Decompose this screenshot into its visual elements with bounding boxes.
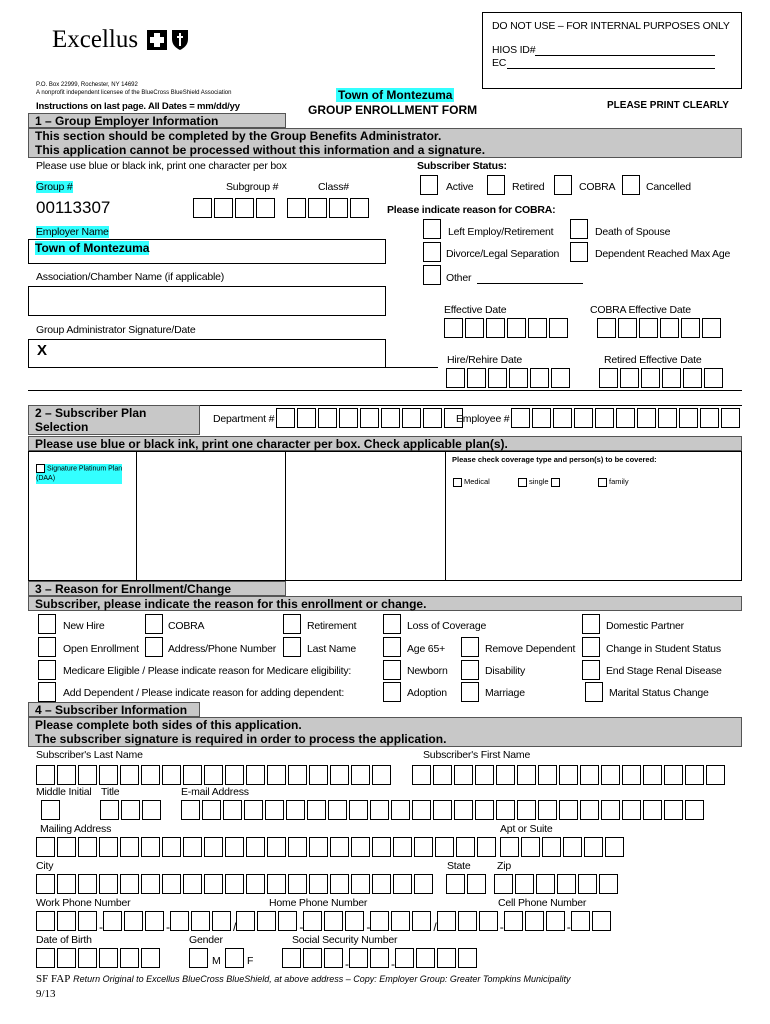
subgroup-label: Subgroup # (226, 181, 279, 193)
zip-label: Zip (497, 860, 511, 872)
reason-medicare-checkbox[interactable] (38, 660, 56, 680)
reason-disability-checkbox[interactable] (461, 660, 479, 680)
section1-title-box (28, 113, 286, 128)
coverage-family-label: family (609, 477, 629, 486)
effective-date-boxes[interactable] (444, 318, 570, 338)
association-field[interactable] (28, 286, 386, 316)
section3-bar (28, 596, 742, 611)
title-boxes[interactable] (100, 800, 163, 820)
reason-loss-coverage-label: Loss of Coverage (407, 620, 487, 632)
subgroup-boxes[interactable] (193, 198, 277, 218)
cobra-other-line (477, 283, 583, 284)
dob-label: Date of Birth (36, 934, 92, 946)
logo-text: Excellus (52, 26, 139, 53)
reason-student-status-checkbox[interactable] (582, 637, 600, 657)
reason-new-hire-checkbox[interactable] (38, 614, 56, 634)
signature-label: Group Administrator Signature/Date (36, 324, 196, 336)
reason-newborn-label: Newborn (407, 665, 448, 677)
status-cancelled-checkbox[interactable] (622, 175, 640, 195)
section1-bar (28, 128, 742, 158)
first-name-label: Subscriber's First Name (423, 749, 531, 761)
state-label: State (447, 860, 471, 872)
email-boxes[interactable] (181, 800, 706, 820)
mailing-address-label: Mailing Address (40, 823, 112, 835)
reason-medicare-label: Medicare Eligible / Please indicate reason for Medicare eligibility: (63, 665, 352, 677)
plan-name-line1: Signature Platinum Plan (47, 465, 123, 473)
reason-student-status-label: Change in Student Status (606, 643, 721, 655)
gender-f-label: F (247, 955, 254, 967)
section3-title-box (28, 581, 286, 596)
reason-retirement-label: Retirement (307, 620, 357, 632)
reason-marriage-label: Marriage (485, 687, 525, 699)
footer-note (36, 973, 571, 985)
coverage-single-label: single (529, 477, 549, 486)
group-value[interactable]: 00113307 (36, 198, 111, 217)
cobra-left-employ-label: Left Employ/Retirement (448, 226, 554, 238)
employee-label: Employee # (456, 413, 510, 425)
reason-last-name-label: Last Name (307, 643, 356, 655)
reason-esrd-checkbox[interactable] (582, 660, 600, 680)
phone-rows[interactable]: - - / - - / - - (36, 911, 742, 933)
bluecross-icon (147, 30, 167, 55)
cobra-other-label: Other (446, 272, 472, 284)
reason-add-dependent-label: Add Dependent / Please indicate reason for adding dependent: (63, 687, 345, 699)
section4-bar-line1: Please complete both sides of this application. (35, 718, 302, 732)
status-active-label: Active (446, 181, 474, 193)
reason-age65-checkbox[interactable] (383, 637, 401, 657)
reason-cobra-label: COBRA (168, 620, 205, 632)
class-label: Class# (318, 181, 349, 193)
city-label: City (36, 860, 54, 872)
status-cobra-checkbox[interactable] (554, 175, 572, 195)
town-name: Town of Montezuma (338, 88, 453, 102)
reason-newborn-checkbox[interactable] (383, 660, 401, 680)
form-title: GROUP ENROLLMENT FORM (308, 103, 478, 117)
reason-disability-label: Disability (485, 665, 526, 677)
association-label: Association/Chamber Name (if applicable) (36, 271, 225, 283)
reason-address-phone-checkbox[interactable] (145, 637, 163, 657)
retired-date-label: Retired Effective Date (604, 354, 702, 366)
work-phone-label: Work Phone Number (36, 897, 131, 909)
dob-boxes[interactable] (36, 948, 162, 968)
signature-field[interactable] (28, 339, 386, 368)
reason-address-phone-label: Address/Phone Number (168, 643, 277, 655)
hire-date-label: Hire/Rehire Date (447, 354, 522, 366)
reason-age65-label: Age 65+ (407, 643, 446, 655)
cobra-reason-label: Please indicate reason for COBRA: (387, 204, 556, 216)
cobra-max-age-checkbox[interactable] (570, 242, 588, 262)
gender-label: Gender (189, 934, 223, 946)
blueshield-icon (171, 29, 189, 56)
employer-label: Employer Name (36, 226, 109, 238)
employer-field[interactable] (28, 239, 386, 264)
group-label: Group # (36, 181, 73, 193)
reason-last-name-checkbox[interactable] (283, 637, 301, 657)
ec-line (507, 68, 715, 69)
print-clearly: PLEASE PRINT CLEARLY (607, 100, 729, 111)
section4-title: 4 – Subscriber Information (35, 703, 188, 717)
gender-m-box[interactable] (189, 948, 210, 968)
last-name-boxes[interactable] (36, 765, 393, 785)
hios-line (535, 55, 715, 56)
version: 9/13 (36, 988, 56, 1000)
reason-loss-coverage-checkbox[interactable] (383, 614, 401, 634)
section3-title: 3 – Reason for Enrollment/Change (35, 582, 232, 596)
section3-bar-text: Subscriber, please indicate the reason for this enrollment or change. (35, 597, 427, 611)
gender-m-label: M (212, 955, 221, 967)
employee-boxes[interactable] (511, 408, 742, 428)
state-boxes[interactable] (446, 874, 488, 894)
email-label: E-mail Address (181, 786, 249, 798)
excellus-logo (52, 26, 189, 56)
section2-bar-text: Please use blue or black ink, print one character per box. Check applicable plan(s). (35, 437, 508, 451)
department-boxes[interactable] (276, 408, 465, 428)
instructions-note: Instructions on last page. All Dates = mm/dd/yy (36, 101, 240, 112)
city-boxes[interactable] (36, 874, 435, 894)
cobra-death-spouse-label: Death of Spouse (595, 226, 671, 238)
status-cobra-label: COBRA (579, 181, 616, 193)
coverage-family[interactable] (598, 477, 629, 487)
class-boxes[interactable] (287, 198, 371, 218)
apt-boxes[interactable] (500, 837, 626, 857)
reason-domestic-partner-checkbox[interactable] (582, 614, 600, 634)
title-label: Title (101, 786, 120, 798)
reason-add-dependent-checkbox[interactable] (38, 682, 56, 702)
signature-x: X (37, 342, 48, 359)
section1-bottom-line (28, 390, 742, 391)
plan-table (28, 451, 742, 581)
cell-phone-label: Cell Phone Number (498, 897, 587, 909)
coverage-single[interactable] (518, 477, 562, 487)
effective-date-label: Effective Date (444, 304, 507, 316)
zip-boxes[interactable] (494, 874, 620, 894)
coverage-note: Please check coverage type and person(s) to be covered: (452, 455, 657, 464)
mailing-address-boxes[interactable] (36, 837, 498, 857)
reason-open-enrollment-label: Open Enrollment (63, 643, 139, 655)
subscriber-status-label: Subscriber Status: (417, 160, 507, 172)
first-name-boxes[interactable] (412, 765, 727, 785)
status-retired-checkbox[interactable] (487, 175, 505, 195)
reason-adoption-label: Adoption (407, 687, 447, 699)
cobra-effective-date-boxes[interactable] (597, 318, 723, 338)
form-id: SF FAP (36, 973, 71, 985)
ink-note: Please use blue or black ink, print one character per box (36, 160, 287, 172)
section2-title-line2: Selection (35, 420, 89, 434)
reason-cobra-checkbox[interactable] (145, 614, 163, 634)
cobra-other-checkbox[interactable] (423, 265, 441, 285)
licensee-line: A nonprofit independent licensee of the BlueCross BlueShield Association (36, 90, 232, 96)
hire-date-boxes[interactable] (446, 368, 572, 388)
reason-marital-status-checkbox[interactable] (585, 682, 603, 702)
home-phone-label: Home Phone Number (269, 897, 368, 909)
ssn-boxes[interactable]: - - (282, 948, 479, 971)
department-label: Department # (213, 413, 275, 425)
section4-bar-line2: The subscriber signature is required in order to process the application. (35, 732, 447, 746)
reason-remove-dependent-label: Remove Dependent (485, 643, 576, 655)
reason-marriage-checkbox[interactable] (461, 682, 479, 702)
cobra-max-age-label: Dependent Reached Max Age (595, 248, 731, 260)
plan-checkbox[interactable] (36, 464, 45, 473)
reason-remove-dependent-checkbox[interactable] (461, 637, 479, 657)
hios-label: HIOS ID# (492, 44, 536, 56)
section2-title-line1: 2 – Subscriber Plan (35, 406, 147, 420)
reason-new-hire-label: New Hire (63, 620, 105, 632)
apt-label: Apt or Suite (500, 823, 553, 835)
reason-domestic-partner-label: Domestic Partner (606, 620, 684, 632)
coverage-medical[interactable] (453, 477, 490, 487)
reason-adoption-checkbox[interactable] (383, 682, 401, 702)
plan-option[interactable] (36, 464, 122, 484)
status-active-checkbox[interactable] (420, 175, 438, 195)
section1-title: 1 – Group Employer Information (35, 114, 219, 128)
ec-label: EC (492, 57, 507, 69)
ssn-label: Social Security Number (292, 934, 398, 946)
middle-initial-label: Middle Initial (36, 786, 92, 798)
coverage-medical-label: Medical (464, 477, 490, 486)
section1-bar-line2: This application cannot be processed without this information and a signature. (35, 143, 486, 157)
cobra-divorce-label: Divorce/Legal Separation (446, 248, 560, 260)
internal-use-box (482, 12, 742, 89)
section1-bar-line1: This section should be completed by the Group Benefits Administrator. (35, 129, 442, 143)
reason-open-enrollment-checkbox[interactable] (38, 637, 56, 657)
cobra-left-employ-checkbox[interactable] (423, 219, 441, 239)
address-line: P.O. Box 22999, Rochester, NY 14692 (36, 82, 138, 88)
section4-bar (28, 717, 742, 747)
cobra-divorce-checkbox[interactable] (423, 242, 441, 262)
employer-value: Town of Montezuma (35, 241, 150, 255)
reason-retirement-checkbox[interactable] (283, 614, 301, 634)
section2-bar (28, 436, 742, 451)
plan-col-divider-2 (285, 452, 286, 581)
last-name-label: Subscriber's Last Name (36, 749, 143, 761)
section4-title-box (28, 702, 200, 717)
status-retired-label: Retired (512, 181, 545, 193)
plan-col-divider-1 (136, 452, 137, 581)
cobra-effective-date-label: COBRA Effective Date (590, 304, 691, 316)
internal-title: DO NOT USE – FOR INTERNAL PURPOSES ONLY (492, 20, 730, 32)
section2-title-box (28, 405, 200, 435)
reason-marital-status-label: Marital Status Change (609, 687, 709, 699)
gender-f-box[interactable] (225, 948, 246, 968)
retired-date-boxes[interactable] (599, 368, 725, 388)
plan-col-divider-3 (445, 452, 446, 581)
cobra-death-spouse-checkbox[interactable] (570, 219, 588, 239)
middle-initial-box[interactable] (41, 800, 62, 820)
signature-underline (386, 367, 438, 368)
return-note: Return Original to Excellus BlueCross BlueShield, at above address – Copy: Employer Group: Greater Tompkins Municipality (73, 974, 571, 984)
plan-name-line2: (DAA) (36, 475, 56, 483)
reason-esrd-label: End Stage Renal Disease (606, 665, 722, 677)
status-cancelled-label: Cancelled (646, 181, 691, 193)
